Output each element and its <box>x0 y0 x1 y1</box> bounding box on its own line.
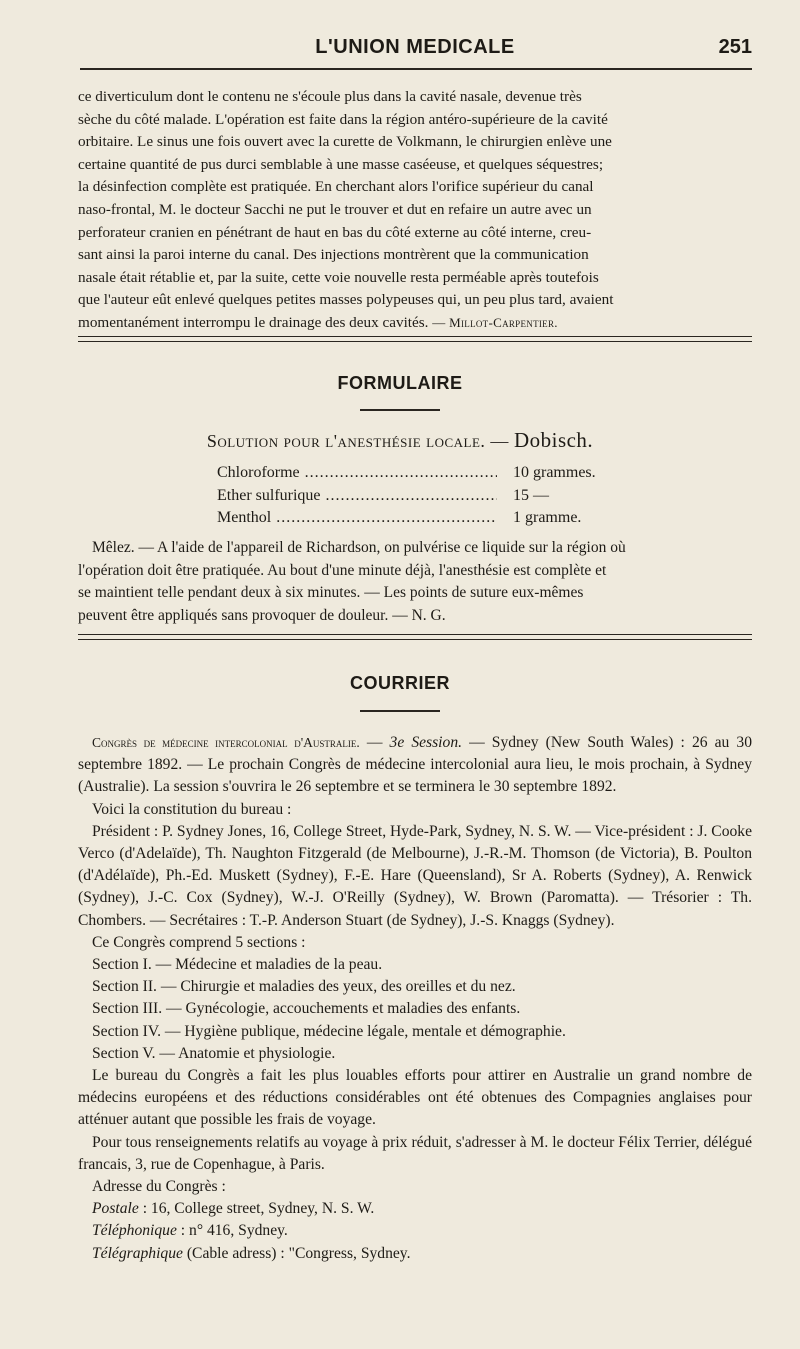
address-postal <box>78 1198 752 1220</box>
section-item: Section II. — Chirurgie et maladies des yeux, des oreilles et du nez. <box>92 978 516 996</box>
courrier-heading-rule <box>360 710 440 712</box>
section-item: Section III. — Gynécologie, accouchements et maladies des enfants. <box>92 1000 521 1018</box>
congress-details: — Sydney (New South Wales) : 26 au 30 septembre 1892. — Le prochain Congrès de médecine intercolonial aura lieu, le mois prochain, à Sydney (Australie). La session s'ouvrira le 26 septembre et se terminera le 30 septembre 1892. <box>78 734 753 796</box>
intro-line: certaine quantité de pus durci semblable à une masse caséeuse, et quelques séquestres; <box>78 155 604 173</box>
intro-line: nasale était rétablie et, par la suite, cette voie nouvelle resta perméable après toutefois <box>78 268 599 286</box>
formulaire-heading: FORMULAIRE <box>337 373 463 393</box>
ingredient-row <box>217 485 637 508</box>
instruction-line: Mêlez. — A l'aide de l'appareil de Richardson, on pulvérise ce liquide sur la région où <box>92 539 626 556</box>
intro-line: sèche du côté malade. L'opération est faite dans la région antéro-supérieure de la cavité <box>78 110 608 128</box>
section-divider <box>78 634 752 640</box>
congress-name: Congrès de médecine intercolonial d'Australie. <box>92 735 360 750</box>
ingredient-row <box>217 507 637 530</box>
ingredient-qty: 15 — <box>507 485 549 508</box>
ingredient-list <box>217 462 637 530</box>
address-telegraph <box>78 1243 752 1265</box>
ingredient-row <box>217 462 637 485</box>
section-divider <box>78 336 752 342</box>
telegraph-label: Télégraphique <box>92 1244 183 1262</box>
address-phone <box>78 1220 752 1242</box>
sections-intro: Ce Congrès comprend 5 sections : <box>92 933 306 951</box>
bureau-efforts: Le bureau du Congrès a fait les plus louables efforts pour attirer en Australie un grand nombre de médecins européens et des réductions considérables ont été obtenues des Compagnies anglaises pour atténuer autant que possible les frais de voyage. <box>78 1067 752 1129</box>
intro-line: orbitaire. Le sinus une fois ouvert avec la curette de Volkmann, le chirurgien enlève une <box>78 133 612 151</box>
congress-paragraph: Congrès de médecine intercolonial d'Australie. — 3e Session. — Sydney (New South Wales) : 26 au 30 septembre 1892. — Le prochain Congrès de médecine intercolonial aura lieu, le mois prochain, à Sydney (Australie). La session s'ouvrira le 26 septembre et se terminera le 30 septembre 1892. <box>78 734 753 796</box>
formula-author: Dobisch. <box>513 428 594 452</box>
congress-session: 3e Session. <box>389 734 463 751</box>
ingredient-qty: 1 gramme. <box>507 507 581 530</box>
section-item: Section I. — Médecine et maladies de la peau. <box>92 956 383 974</box>
ingredient-name: Menthol ..... <box>217 507 497 530</box>
postal-label: Postale <box>92 1200 139 1218</box>
phone-label: Téléphonique <box>92 1222 177 1240</box>
instruction-line: l'opération doit être pratiquée. Au bout d'une minute déjà, l'anesthésie est complète et <box>78 561 607 579</box>
address-intro: Adresse du Congrès : <box>92 1178 226 1196</box>
header-rule <box>80 68 752 70</box>
page-header <box>78 34 752 64</box>
telegraph-value: (Cable adress) : "Congress, Sydney. <box>186 1244 411 1262</box>
formula-title <box>0 428 800 453</box>
courrier-body <box>78 732 752 1265</box>
intro-last-line <box>78 312 752 335</box>
phone-value: : n° 416, Sydney. <box>180 1222 288 1240</box>
ingredient-name: Chloroforme ..... <box>217 462 497 485</box>
ingredient-qty: 10 grammes. <box>507 462 596 485</box>
travel-info: Pour tous renseignements relatifs au voyage à prix réduit, s'adresser à M. le docteur Félix Terrier, délégué francais, 3, rue de Copenhague, à Paris. <box>78 1133 752 1173</box>
instruction-line: se maintient telle pendant deux à six minutes. — Les points de suture eux-mêmes <box>78 584 584 602</box>
formula-instructions <box>78 537 752 627</box>
intro-line: la désinfection complète est pratiquée. En cherchant alors l'orifice supérieur du canal <box>78 178 594 196</box>
formula-title-text: Solution pour l'anesthésie locale. — <box>206 431 509 451</box>
bureau-members: Président : P. Sydney Jones, 16, College Street, Hyde-Park, Sydney, N. S. W. — Vice-président : J. Cooke Verco (d'Adelaïde), Th. Naughton Fitzgerald (de Melbourne), J.-R.-M. Thomson (de Victoria), B. Poulton (d'Adélaïde), Ph.-Ed. Muskett (Sydney), F.-E. Hare (Queensland), Sr A. Roberts (Sydney), A. Renwick (Sydney), J.-C. Cox (Sydney), W.-J. O'Reilly (Sydney), W. Brown (Paromatta). — Trésorier : Th. Chombers. — Secrétaires : T.-P. Anderson Stuart (de Sydney), J.-S. Knaggs (Sydney). <box>78 822 753 929</box>
intro-line: que l'auteur eût enlevé quelques petites masses polypeuses qui, un peu plus tard, avaient <box>78 291 614 309</box>
intro-line: sant ainsi la paroi interne du canal. Des injections montrèrent que la communication <box>78 246 589 264</box>
section-item: Section IV. — Hygiène publique, médecine légale, mentale et démographie. <box>92 1022 566 1040</box>
intro-line: naso-frontal, M. le docteur Sacchi ne put le trouver et dut en refaire un autre avec un <box>78 200 592 218</box>
section-item: Section V. — Anatomie et physiologie. <box>92 1044 336 1062</box>
intro-line: perforateur cranien en pénétrant de haut en bas du côté externe au côté interne, creu- <box>78 223 592 241</box>
courrier-heading: COURRIER <box>349 673 450 693</box>
intro-last-text: momentanément interrompu le drainage des deux cavités. <box>78 313 429 331</box>
page-number: 251 <box>718 36 752 58</box>
bureau-intro: Voici la constitution du bureau : <box>92 800 292 818</box>
intro-paragraph <box>78 86 752 335</box>
postal-value: : 16, College street, Sydney, N. S. W. <box>142 1200 375 1218</box>
intro-signature: — Millot-Carpentier. <box>432 314 558 330</box>
formulaire-heading-rule <box>360 409 440 411</box>
instruction-line: peuvent être appliqués sans provoquer de douleur. — N. G. <box>78 606 446 624</box>
ingredient-name: Ether sulfurique ..... <box>217 485 497 508</box>
intro-line: ce diverticulum dont le contenu ne s'écoule plus dans la cavité nasale, devenue très <box>78 88 582 105</box>
running-title: L'UNION MEDICALE <box>315 36 515 58</box>
